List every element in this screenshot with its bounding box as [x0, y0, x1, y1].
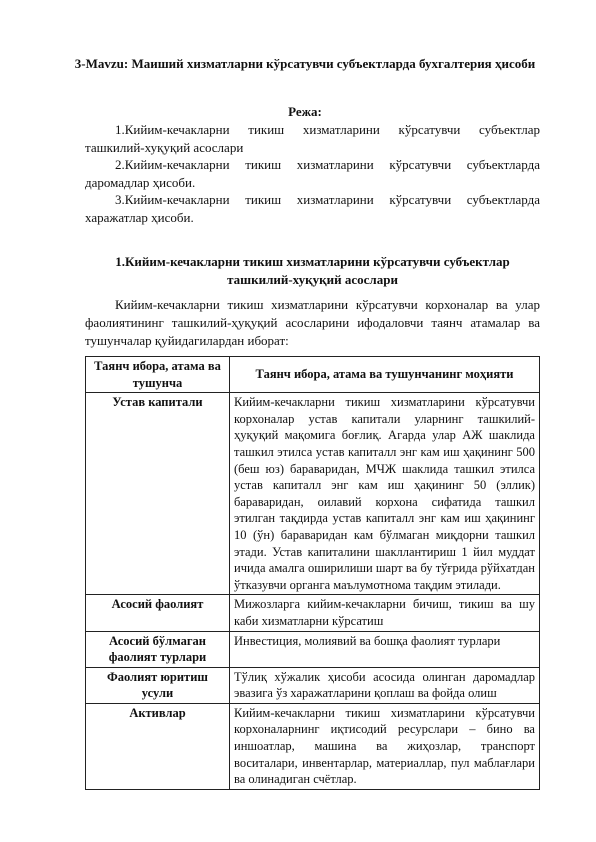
term-cell: Устав капитали	[86, 393, 230, 595]
term-cell: Асосий фаолият	[86, 595, 230, 631]
section-heading: 1.Кийим-кечакларни тикиш хизматларини кўрсатувчи субъектлар ташкилий-хуқуқий асослари	[115, 254, 510, 287]
definition-cell: Тўлиқ хўжалик ҳисоби асосида олинган даромадлар эвазига ўз харажатларини қоплаш ва фойда олиш	[230, 667, 540, 703]
table-row	[86, 595, 540, 631]
term-column-header: Таянч ибора, атама ва тушунча	[86, 357, 230, 393]
table-row	[86, 631, 540, 667]
table-row	[86, 393, 540, 595]
term-cell: Асосий бўлмаган фаолият турлари	[86, 631, 230, 667]
table-header-row	[86, 357, 540, 393]
table-row	[86, 667, 540, 703]
plan-item: 2.Кийим-кечакларни тикиш хизматларини кўрсатувчи субъектларда даромадлар ҳисоби.	[85, 157, 540, 190]
definition-cell: Кийим-кечакларни тикиш хизматларини кўрсатувчи корхоналар устав капитали уларнинг ташкилий-ҳуқуқий мақомига боғлиқ. Агарда улар АЖ шаклида ташкил этилса устав капиталл энг кам иш ҳақининг 500 (беш юз) бараваридан, МЧЖ шаклида ташкил этилса устав капиталл энг кам иш ҳақининг 50 (эллик) бараваридан, оилавий корхона сифатида ташкил этилган тақдирда устав капиталл энг кам иш ҳақининг 10 (ўн) бараваридан кам бўлмаган миқдорни ташкил этади. Устав капиталини шакллантириш 1 йил муддат ичида амалга оширилиши шарт ва бу тўғрида рўйхатдан ўтказувчи органга маълумотнома тақдим этилади.	[230, 393, 540, 595]
terms-table	[85, 356, 540, 790]
intro-paragraph: Кийим-кечакларни тикиш хизматларини кўрсатувчи корхоналар ва улар фаолиятининг ташкилий-ҳуқуқий асосларини ифодаловчи таянч атамалар ва тушунчалар қуйидагилардан иборат:	[85, 297, 540, 348]
definition-cell: Кийим-кечакларни тикиш хизматларини кўрсатувчи корхоналарнинг иқтисодий ресурслари – бино ва иншоатлар, машина ва жиҳозлар, транспорт воситалари, инвентарлар, материаллар, пул маблағлари ва олинадиган счётлар.	[230, 703, 540, 789]
definition-column-header: Таянч ибора, атама ва тушунчанинг моҳияти	[230, 357, 540, 393]
document-title: 3-Mavzu: Маиший хизматларни кўрсатувчи субъектларда бухгалтерия ҳисоби	[74, 56, 536, 71]
definition-cell: Инвестиция, молиявий ва бошқа фаолият турлари	[230, 631, 540, 667]
plan-item: 1.Кийим-кечакларни тикиш хизматларини кўрсатувчи субъектлар ташкилий-хуқуқий асослари	[85, 122, 540, 155]
plan-list	[85, 121, 540, 226]
term-cell: Фаолият юритиш усули	[86, 667, 230, 703]
plan-item: 3.Кийим-кечакларни тикиш хизматларини кўрсатувчи субъектларда харажатлар ҳисоби.	[85, 192, 540, 225]
definition-cell: Мижозларга кийим-кечакларни бичиш, тикиш ва шу каби хизматларни кўрсатиш	[230, 595, 540, 631]
term-cell: Активлар	[86, 703, 230, 789]
plan-heading: Режа:	[288, 104, 322, 119]
table-row	[86, 703, 540, 789]
